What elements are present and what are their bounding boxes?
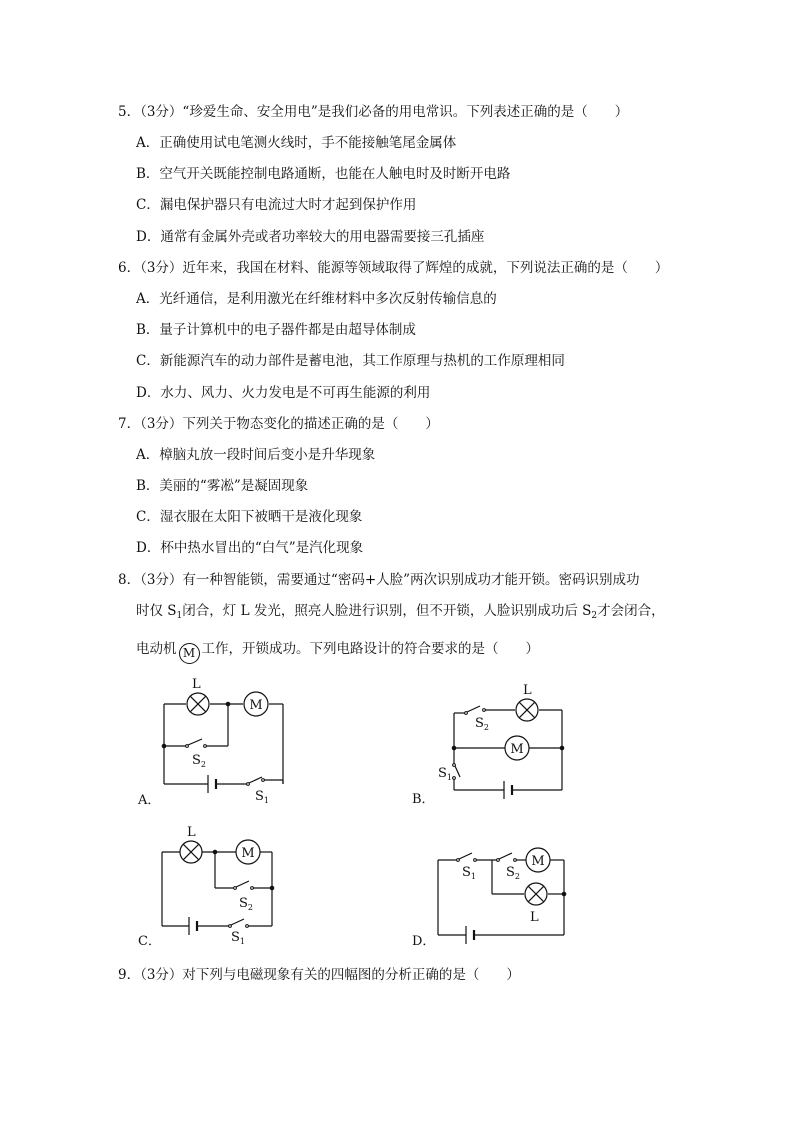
- q5-option-a: A．正确使用试电笔测火线时，手不能接触笔尾金属体: [136, 135, 457, 151]
- battery-icon: [466, 926, 474, 944]
- motor-icon: [505, 736, 529, 760]
- switch-s1-icon: [229, 919, 249, 927]
- question-8-stem-line2: 时仅 $S_1$闭合，灯 L 发光，照亮人脸进行识别，但不开锁，人脸识别成功后 $S_2$才会闭合，: [136, 603, 665, 621]
- circuit-diagram-b: [404, 672, 574, 812]
- option-b-label: B．: [412, 792, 435, 807]
- q7-option-d: D．杯中热水冒出的“白气”是汽化现象: [136, 540, 364, 556]
- circuit-diagram-a: [130, 672, 290, 812]
- switch-s2-icon: [465, 706, 486, 714]
- battery-icon: [504, 781, 512, 799]
- switch-s1-icon: [457, 853, 477, 861]
- lamp-label: L: [523, 683, 532, 698]
- q6-option-b: B．量子计算机中的电子器件都是由超导体制成: [136, 322, 416, 338]
- s2-label: $S_2$: [506, 865, 520, 881]
- motor-icon: [236, 840, 260, 864]
- option-a-label: A．: [138, 793, 161, 808]
- lamp-label: L: [192, 677, 201, 692]
- question-6-stem: 6．（3分）近年来，我国在材料、能源等领域取得了辉煌的成就，下列说法正确的是（ ）: [118, 260, 669, 276]
- s1-label: $S_1$: [231, 930, 245, 946]
- lamp-icon: [187, 693, 209, 715]
- q7-option-a: A．樟脑丸放一段时间后变小是升华现象: [136, 447, 376, 463]
- q5-option-c: C．漏电保护器只有电流过大时才起到保护作用: [136, 197, 417, 213]
- q6-option-c: C．新能源汽车的动力部件是蓄电池，其工作原理与热机的工作原理相同: [136, 353, 565, 369]
- svg-text:M: M: [241, 846, 255, 861]
- q7-option-c: C．湿衣服在太阳下被晒干是液化现象: [136, 509, 363, 525]
- motor-icon: [244, 692, 268, 716]
- question-8-stem-line1: 8．（3分）有一种智能锁，需要通过“密码+人脸”两次识别成功才能开锁。密码识别成功: [118, 572, 640, 588]
- lamp-icon: [516, 699, 538, 721]
- motor-icon: [526, 848, 550, 872]
- q6-option-d: D．水力、风力、火力发电是不可再生能源的利用: [136, 385, 431, 401]
- q6-option-a: A．光纤通信，是利用激光在纤维材料中多次反射传输信息的: [136, 291, 497, 307]
- lamp-icon: [525, 883, 547, 905]
- switch-s1-icon: [453, 764, 460, 780]
- s1-label: $S_1$: [255, 789, 269, 805]
- svg-text:M: M: [249, 698, 263, 713]
- s2-label: $S_2$: [475, 716, 489, 732]
- svg-text:M: M: [510, 742, 524, 757]
- switch-s2-icon: [497, 853, 517, 861]
- question-9-stem: 9．（3分）对下列与电磁现象有关的四幅图的分析正确的是（ ）: [118, 967, 520, 983]
- s2-label: $S_2$: [192, 753, 206, 769]
- q7-option-b: B．美丽的“雾凇”是凝固现象: [136, 478, 309, 494]
- battery-icon: [189, 917, 197, 935]
- switch-s2-icon: [234, 881, 254, 889]
- option-d-label: D．: [412, 934, 436, 949]
- s2-label: $S_2$: [239, 896, 253, 912]
- s1-label: $S_1$: [438, 766, 452, 782]
- lamp-icon: [180, 841, 202, 863]
- option-c-label: C．: [138, 934, 161, 949]
- lamp-label: L: [530, 910, 539, 925]
- motor-symbol-icon: M: [179, 643, 200, 664]
- switch-s2-icon: [186, 739, 207, 747]
- question-7-stem: 7．（3分）下列关于物态变化的描述正确的是（ ）: [118, 416, 439, 432]
- q5-option-b: B．空气开关既能控制电路通断，也能在人触电时及时断开电路: [136, 166, 511, 182]
- circuit-diagram-c: [130, 818, 290, 953]
- battery-icon: [208, 775, 216, 793]
- switch-s1-icon: [247, 777, 265, 785]
- q5-option-d: D．通常有金属外壳或者功率较大的用电器需要接三孔插座: [136, 229, 485, 245]
- question-8-stem-line3: 电动机 M 工作，开锁成功。下列电路设计的符合要求的是（ ）: [136, 640, 539, 664]
- s1-label: $S_1$: [462, 865, 476, 881]
- circuit-diagram-d: [404, 818, 574, 953]
- svg-text:M: M: [531, 854, 545, 869]
- lamp-label: L: [187, 825, 196, 840]
- question-5-stem: 5．（3分）“珍爱生命、安全用电”是我们必备的用电常识。下列表述正确的是（ ）: [118, 104, 629, 120]
